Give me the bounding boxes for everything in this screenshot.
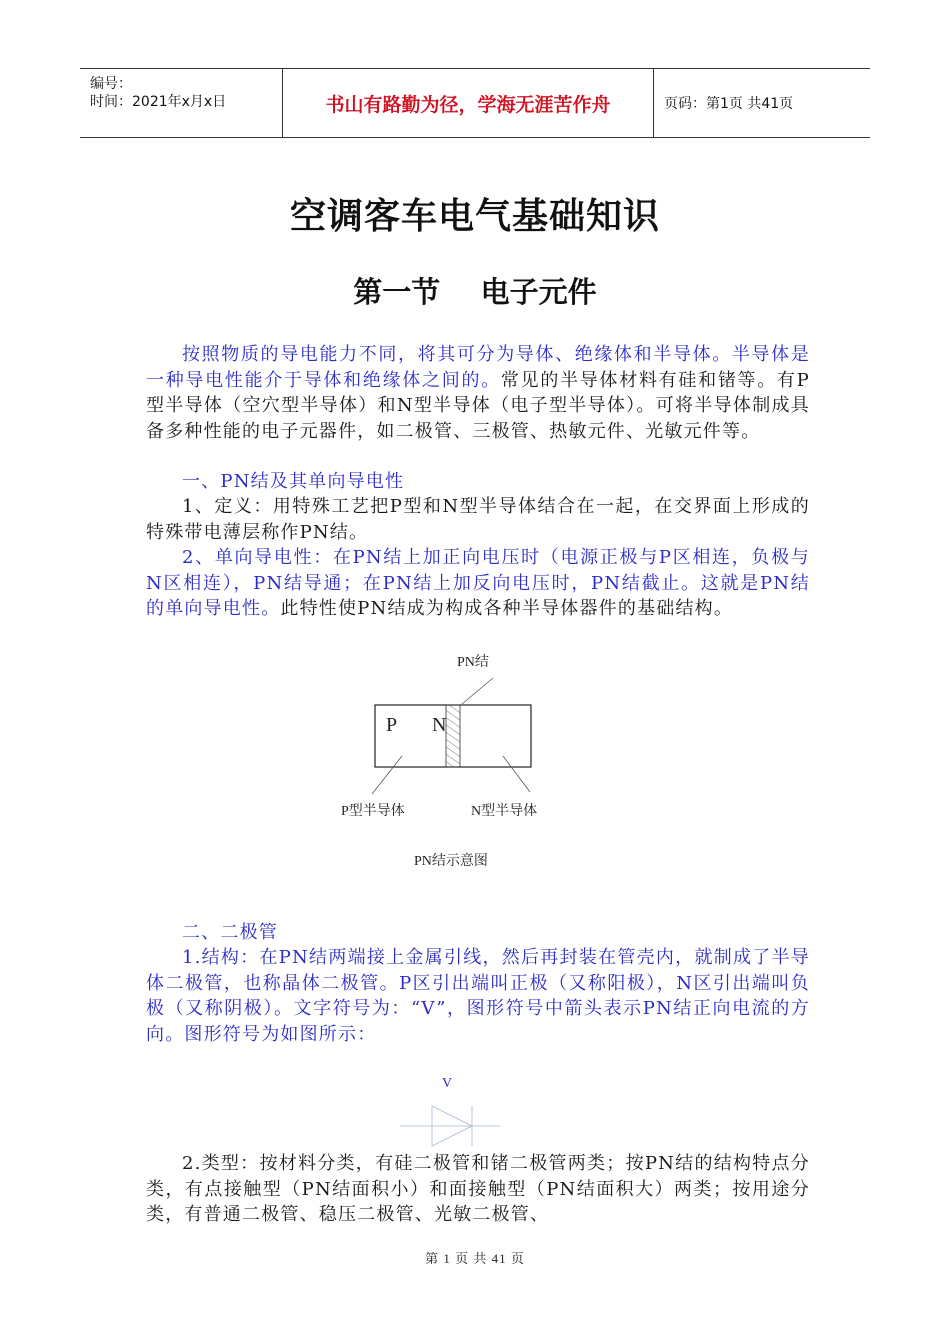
p-type-label: P型半导体	[341, 804, 405, 819]
figure-caption: PN结示意图	[414, 854, 488, 869]
intro-dark-text: 常见的半导体材料有硅和锗等。有P型半导体（空穴型半导体）和N型半导体（电子型半导体）。可将半导体制成具备多种性能的电子元器件，如二极管、三极管、热敏元件、光敏元件等。	[146, 369, 810, 442]
page-info: 页码：第1页 共41页	[664, 96, 794, 112]
diode-heading: 二、二极管	[182, 922, 278, 943]
junction-layer	[446, 705, 460, 767]
page-footer: 第 1 页 共 41 页	[425, 1251, 525, 1266]
pn-heading: 一、PN结及其单向导电性	[182, 471, 405, 492]
p-pointer-line	[372, 756, 402, 794]
section-title: 第一节 电子元件	[353, 275, 597, 309]
n-region-letter: N	[432, 714, 447, 736]
intro-blue-text: 按照物质的导电能力不同，将其可分为导体、绝缘体和半导体。半导体是一种导电性能介于导体和绝缘体之间的。	[146, 344, 810, 391]
diode-types: 2.类型：按材料分类，有硅二极管和锗二极管两类；按PN结的结构特点分类，有点接触型（PN结面积小）和面接触型（PN结面积大）两类；按用途分类，有普通二极管、稳压二极管、光敏二极管、	[146, 1153, 810, 1225]
pn-definition: 1、定义：用特殊工艺把P型和N型半导体结合在一起，在交界面上形成的特殊带电薄层称作PN结。	[146, 496, 810, 543]
junction-pointer-line	[462, 678, 493, 704]
pn-conduction-paragraph	[146, 545, 810, 622]
page-header	[80, 68, 870, 138]
document-title: 空调客车电气基础知识	[289, 196, 660, 237]
n-type-label: N型半导体	[471, 804, 538, 819]
header-meta-cell	[80, 69, 283, 137]
motto: 书山有路勤为径，学海无涯苦作舟	[283, 69, 654, 137]
date-label: 时间：2021年x月x日	[90, 94, 227, 110]
pn-conduction-blue: 2、单向导电性：在PN结上加正向电压时（电源正极与P区相连，负极与N区相连），PN结导通；在PN结上加反向电压时，PN结截止。这就是PN结的单向导电性。	[146, 547, 810, 619]
pn-junction-label: PN结	[457, 655, 489, 670]
number-label: 编号：	[90, 76, 132, 92]
n-pointer-line	[503, 756, 530, 792]
diode-structure: 1.结构：在PN结两端接上金属引线，然后再封装在管壳内，就制成了半导体二极管，也称晶体二极管。P区引出端叫正极（又称阳极），N区引出端叫负极（又称阴极）。文字符号为：“V”，图形符号中箭头表示PN结正向电流的方向。图形符号为如图所示：	[146, 947, 810, 1045]
diode-symbol-letter: V	[442, 1076, 453, 1091]
p-region-letter: P	[386, 714, 398, 736]
pn-conduction-dark: 此特性使PN结成为构成各种半导体器件的基础结构。	[280, 598, 734, 619]
intro-paragraph	[146, 342, 810, 444]
